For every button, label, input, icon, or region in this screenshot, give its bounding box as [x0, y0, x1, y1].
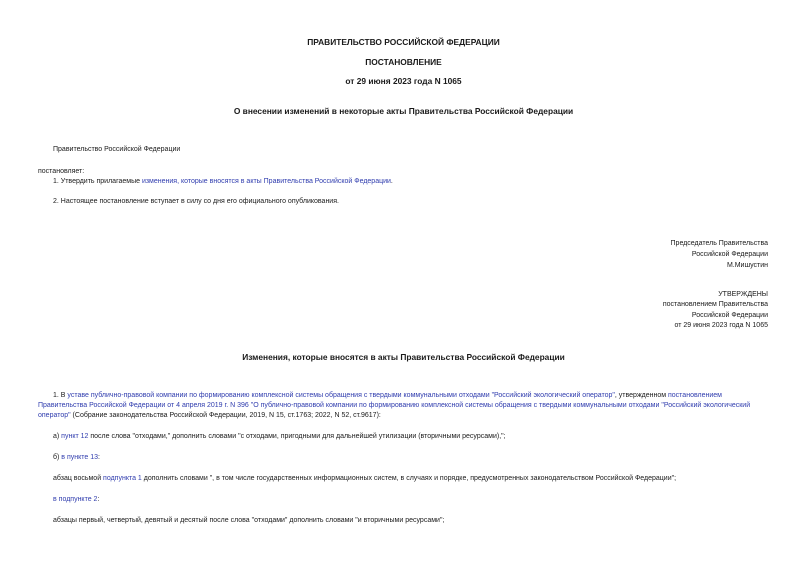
- changes-link[interactable]: изменения, которые вносятся в акты Правительства Российской Федерации: [141, 178, 391, 185]
- resolution-link-continued[interactable]: Правительства Российской Федерации от 4 апреля 2019 г. N 396 "О публично-правовой компании по формированию комплексной системы обращения с твердыми коммунальными отходами "Российский экологический: [38, 402, 751, 409]
- change-a-text: после слова "отходами," дополнить словами "с отходами, пригодными для дальнейшей утилизации (вторичными ресурсами),";: [88, 433, 506, 440]
- signature-line-2: Российской Федерации: [691, 251, 768, 258]
- change-b-2: [53, 496, 99, 505]
- approval-line-1: УТВЕРЖДЕНЫ: [718, 291, 768, 298]
- change-1-num: 1. В: [53, 392, 68, 399]
- issuer-text: Правительство Российской Федерации: [53, 146, 181, 153]
- approval-line-2: постановлением Правительства: [662, 301, 768, 308]
- change-a: [53, 433, 506, 442]
- signature-line-1: Председатель Правительства: [670, 240, 768, 247]
- change-a-prefix: а): [53, 433, 62, 440]
- item-1-prefix: 1. Утвердить прилагаемые: [53, 178, 142, 185]
- decree-text: постановляет:: [38, 168, 85, 175]
- item-2: 2. Настоящее постановление вступает в силу со дня его официального опубликования.: [53, 198, 339, 205]
- change-b: [53, 454, 100, 463]
- header-title: О внесении изменений в некоторые акты Правительства Российской Федерации: [233, 106, 574, 116]
- resolution-link-end[interactable]: оператор": [38, 412, 71, 419]
- approval-line-4: от 29 июня 2023 года N 1065: [674, 322, 768, 329]
- header-org: ПРАВИТЕЛЬСТВО РОССИЙСКОЙ ФЕДЕРАЦИИ: [307, 37, 500, 47]
- change-1-line-3: [38, 412, 381, 421]
- subpoint-2-link[interactable]: в подпункте 2: [53, 496, 98, 503]
- header-date-number: от 29 июня 2023 года N 1065: [345, 76, 462, 86]
- item-1: [53, 178, 393, 187]
- change-1-line-1: [53, 392, 722, 401]
- header-doc-type: ПОСТАНОВЛЕНИЕ: [365, 57, 442, 67]
- change-b-1-prefix: абзац восьмой: [53, 475, 104, 482]
- resolution-link-start[interactable]: постановлением: [668, 392, 722, 399]
- approval-line-3: Российской Федерации: [691, 312, 768, 319]
- change-1-tail: (Собрание законодательства Российской Федерации, 2019, N 15, ст.1763; 2022, N 52, ст.9617):: [70, 412, 381, 419]
- point-12-link[interactable]: пункт 12: [61, 433, 89, 440]
- change-1-mid: , утвержденном: [614, 392, 668, 399]
- item-1-suffix: .: [390, 178, 393, 185]
- change-b-1: [53, 475, 676, 484]
- charter-link[interactable]: уставе публично-правовой компании по формированию комплексной системы обращения с твердыми коммунальными отходами "Российский экологический оператор": [67, 392, 615, 399]
- change-b-2-suffix: :: [97, 496, 100, 503]
- change-b-prefix: б): [53, 454, 62, 461]
- subpoint-1-link[interactable]: подпункта 1: [103, 475, 142, 482]
- point-13-link[interactable]: в пункте 13: [61, 454, 99, 461]
- change-b-3: абзацы первый, четвертый, девятый и десятый после слова "отходами" дополнить словами "и вторичными ресурсами";: [53, 517, 445, 524]
- change-b-1-text: дополнить словами ", в том числе государственных информационных систем, в случаях и порядке, предусмотренных законодательством Российской Федерации";: [141, 475, 677, 482]
- signature-name: М.Мишустин: [726, 262, 768, 269]
- change-b-suffix: :: [98, 454, 100, 461]
- changes-title: Изменения, которые вносятся в акты Правительства Российской Федерации: [242, 352, 565, 362]
